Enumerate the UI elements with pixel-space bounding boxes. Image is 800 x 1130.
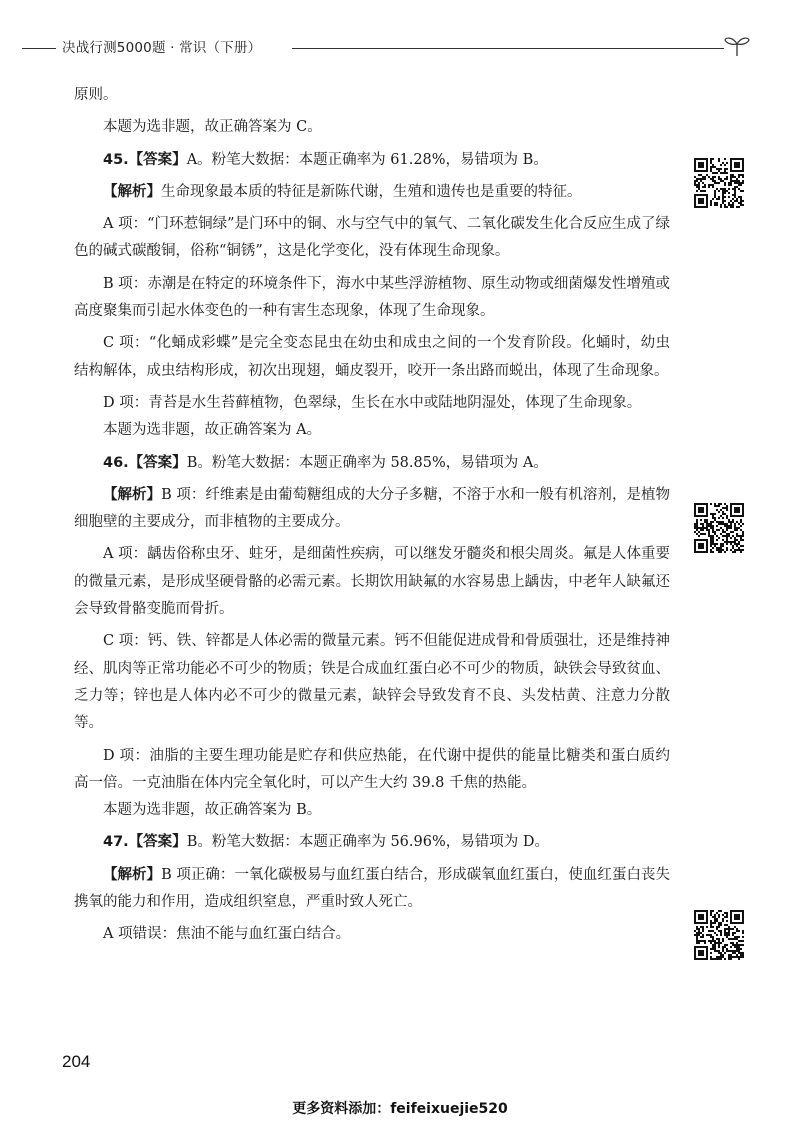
- paragraph: [74, 114, 670, 141]
- analysis-line: [74, 862, 670, 917]
- answer-line: [74, 450, 670, 477]
- answer-tag: 45.【答案】: [103, 151, 187, 168]
- paragraph-text: D 项：青苔是水生苔藓植物，色翠绿，生长在水中或陆地阴湿处，体现了生命现象。: [103, 394, 642, 411]
- analysis-line: [74, 179, 670, 206]
- paragraph-text: 生命现象最本质的特征是新陈代谢，生殖和遗传也是重要的特征。: [161, 183, 582, 200]
- paragraph-text: 原则。: [74, 87, 118, 103]
- paragraph-text: B。粉笔大数据：本题正确率为 56.96%，易错项为 D。: [186, 834, 549, 851]
- paragraph: [74, 390, 670, 417]
- paragraph-text: C 项：“化蛹成彩蝶”是完全变态昆虫在幼虫和成虫之间的一个发育阶段。化蛹时，幼虫结构解体，成虫结构形成，初次出现翅，蛹皮裂开，咬开一条出路而蜕出，体现了生命现象。: [74, 335, 670, 379]
- paragraph-text: B 项：赤潮是在特定的环境条件下，海水中某些浮游植物、原生动物或细菌爆发性增殖或高度聚集而引起水体变色的一种有害生态现象，体现了生命现象。: [74, 275, 670, 320]
- analysis-tag: 【解析】: [103, 866, 162, 883]
- paragraph-text: 本题为选非题，故正确答案为 C。: [103, 119, 322, 136]
- paragraph-text: B 项：纤维素是由葡萄糖组成的大分子多糖，不溶于水和一般有机溶剂，是植物细胞壁的主要成分，而非植物的主要成分。: [74, 486, 670, 531]
- analysis-tag: 【解析】: [103, 486, 162, 503]
- paragraph-text: 本题为选非题，故正确答案为 A。: [103, 422, 322, 439]
- paragraph: [74, 271, 670, 326]
- paragraph-text: C 项：钙、铁、锌都是人体必需的微量元素。钙不但能促进成骨和骨质强壮，还是维持神经、肌肉等正常功能必不可少的物质；铁是合成血红蛋白必不可少的物质，缺铁会导致贫血、乏力等；锌也是人体内必不可少的微量元素，缺锌会导致发育不良、头发枯黄、注意力分散等。: [74, 633, 670, 732]
- paragraph: [74, 330, 670, 385]
- answer-explanations: [74, 82, 670, 949]
- paragraph-text: D 项：油脂的主要生理功能是贮存和供应热能，在代谢中提供的能量比糖类和蛋白质约高一倍。一克油脂在体内完全氧化时，可以产生大约 39.8 千焦的热能。: [74, 747, 670, 791]
- paragraph-text: A 项错误：焦油不能与血红蛋白结合。: [103, 926, 351, 943]
- answer-tag: 47.【答案】: [103, 834, 187, 851]
- paragraph: [74, 797, 670, 824]
- paragraph: [74, 82, 670, 109]
- paragraph-text: B 项正确：一氧化碳极易与血红蛋白结合，形成碳氧血红蛋白，使血红蛋白丧失携氧的能力和作用，造成组织窒息，严重时致人死亡。: [74, 866, 670, 911]
- analysis-line: [74, 482, 670, 537]
- analysis-tag: 【解析】: [103, 183, 161, 200]
- qr-code-icon: [694, 503, 744, 553]
- book-title: 决战行测5000题 · 常识（下册）: [62, 40, 262, 56]
- paragraph: [74, 921, 670, 948]
- paragraph-text: A。粉笔大数据：本题正确率为 61.28%，易错项为 B。: [186, 151, 548, 168]
- paragraph: [74, 743, 670, 798]
- qr-code-icon: [694, 158, 744, 208]
- answer-line: [74, 829, 670, 856]
- answer-line: [74, 147, 670, 174]
- footer-note: 更多资料添加：feifeixuejie520: [292, 1101, 508, 1117]
- paragraph-text: A 项：龋齿俗称虫牙、蛀牙，是细菌性疾病，可以继发牙髓炎和根尖周炎。氟是人体重要的微量元素，是形成坚硬骨骼的必需元素。长期饮用缺氟的水容易患上龋齿，中老年人缺氟还会导致骨骼变脆而骨折。: [74, 546, 670, 618]
- page-number: 204: [62, 1052, 91, 1071]
- qr-code-icon: [694, 910, 744, 960]
- header-rule-right: [292, 48, 724, 49]
- answer-tag: 46.【答案】: [103, 454, 187, 471]
- paragraph: [74, 628, 670, 737]
- header-rule-left: [22, 48, 56, 49]
- paragraph-text: 本题为选非题，故正确答案为 B。: [103, 802, 322, 819]
- paragraph: [74, 541, 670, 623]
- sprout-icon: [722, 34, 752, 58]
- paragraph: [74, 417, 670, 444]
- paragraph-text: B。粉笔大数据：本题正确率为 58.85%，易错项为 A。: [186, 454, 548, 471]
- paragraph-text: A 项：“门环惹铜绿”是门环中的铜、水与空气中的氧气、二氧化碳发生化合反应生成了绿色的碱式碳酸铜，俗称“铜锈”，这是化学变化，没有体现生命现象。: [74, 216, 670, 260]
- paragraph: [74, 211, 670, 266]
- running-header: [22, 36, 752, 60]
